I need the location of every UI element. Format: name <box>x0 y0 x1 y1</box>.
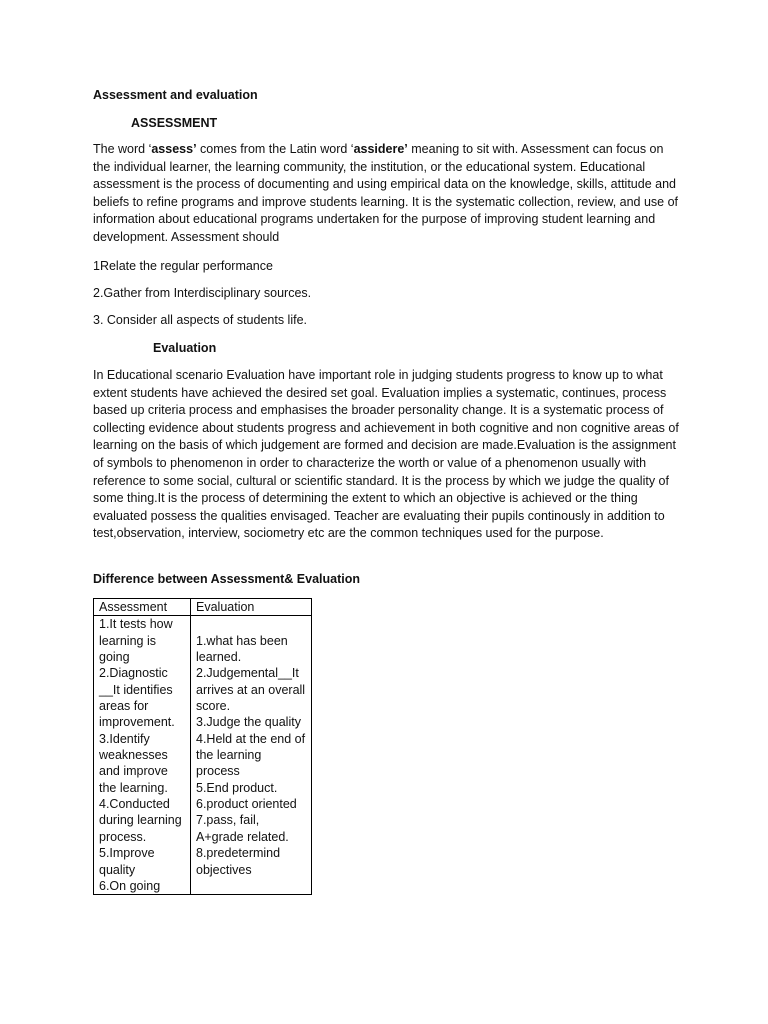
document-title: Assessment and evaluation <box>93 88 258 102</box>
evaluation-heading: Evaluation <box>153 341 217 355</box>
assessment-item-6: 6.On going <box>99 878 161 893</box>
evaluation-item-8: 8.predetermind objectives <box>196 846 281 877</box>
assessment-item-3: 3.Identify weaknesses and improve the learning. <box>99 731 168 795</box>
evaluation-item-3: 3.Judge the quality <box>196 715 301 730</box>
assessment-column <box>94 616 191 895</box>
evaluation-item-7: 7.pass, fail, A+grade related. <box>196 813 289 844</box>
table-body-row <box>94 616 312 895</box>
header-evaluation: Evaluation <box>191 599 312 616</box>
intro-post: meaning to sit with. Assessment can focus on the individual learner, the learning community, the institution, or the educational system. Educational assessment is the process of documenting and using empirical data on the knowledge, skills, attitude and beliefs to refine programs and improve students learning. It is the systematic collection, review, and use of information about educational programs undertaken for the purpose of improving student learning and development. Assessment should <box>93 142 679 244</box>
assessment-point-3: 3. Consider all aspects of students life. <box>93 313 308 327</box>
evaluation-item-4: 4.Held at the end of the learning process <box>196 731 306 779</box>
intro-term-assidere: assidere’ <box>353 142 408 156</box>
evaluation-item-2: 2.Judgemental__It arrives at an overall score. <box>196 666 306 714</box>
assessment-point-1: 1Relate the regular performance <box>93 259 273 273</box>
evaluation-item-6: 6.product oriented <box>196 797 297 812</box>
evaluation-item-1: 1.what has been learned. <box>196 633 288 665</box>
assessment-intro-paragraph <box>93 141 683 247</box>
assessment-point-2: 2.Gather from Interdisciplinary sources. <box>93 286 312 300</box>
assessment-item-4: 4.Conducted during learning process. <box>99 797 182 844</box>
difference-heading: Difference between Assessment& Evaluation <box>93 572 360 586</box>
assessment-item-5: 5.Improve quality <box>99 846 155 877</box>
evaluation-column <box>191 616 312 895</box>
comparison-table <box>93 598 312 895</box>
header-assessment: Assessment <box>94 599 191 616</box>
intro-term-assess: assess’ <box>151 142 197 156</box>
assessment-item-2: 2.Diagnostic __It identifies areas for improvement. <box>99 666 175 730</box>
evaluation-item-5: 5.End product. <box>196 780 278 795</box>
table-header-row <box>94 599 312 616</box>
evaluation-top-spacer <box>196 616 308 632</box>
intro-mid: comes from the Latin word ‘ <box>196 142 354 156</box>
assessment-heading: ASSESSMENT <box>131 116 218 130</box>
intro-pre: The word ‘ <box>93 142 152 156</box>
assessment-item-1: 1.It tests how learning is going <box>99 617 173 665</box>
evaluation-paragraph: In Educational scenario Evaluation have important role in judging students progress to know up to what extent students have achieved the desired set goal. Evaluation implies a systematic, continues, process based up criteria process and emphasises the broader personality change. It is a systematic process of collecting evidence about students progress and achievement in both cognitive and non cognitive areas of learning on the basis of which judgement are formed and decision are made.Evaluation is the assignment of symbols to phenomenon in order to characterize the worth or value of a phenomenon usually with reference to some social, cultural or scientific standard. It is the process by which we judge the quality of some thing.It is the process of determining the extent to which an objective is achieved or the thing evaluated possess the qualities envisaged. Teacher are evaluating their pupils continously in addition to test,observation, interview, sociometry etc are the common techniques used for the purpose. <box>93 368 679 541</box>
